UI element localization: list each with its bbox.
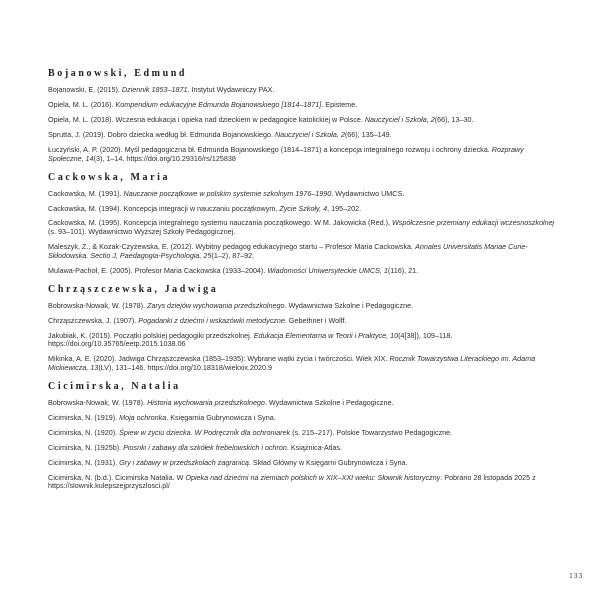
reference-title-italic: Historia wychowania przedszkolnego xyxy=(147,397,265,407)
reference-entry xyxy=(48,429,558,438)
reference-entry xyxy=(48,459,558,468)
reference-text: . Gebethner i Wolff. xyxy=(284,315,347,325)
reference-text: (116), 21. xyxy=(387,265,419,275)
reference-title-italic: Gry i zabawy w przedszkolach zagranicą xyxy=(119,457,249,467)
reference-text: . Skład Główny w Księgarni Gubrynowicza i Syna. xyxy=(248,457,408,467)
reference-entry xyxy=(48,243,558,260)
bibliography-section xyxy=(48,170,558,276)
reference-text: (3), 1–14. https://doi.org/10.29316/rs/125838 xyxy=(93,153,236,163)
reference-entry xyxy=(48,219,558,236)
reference-text: Jakubiak, K. (2015). Początki polskiej pedagogiki przedszkolnej. xyxy=(48,330,254,340)
reference-entry xyxy=(48,399,558,408)
section-heading: Bojanowski, Edmund xyxy=(48,68,188,79)
reference-text: . Książnica-Atlas. xyxy=(286,442,343,452)
reference-text: Cackowska, M. (1995). Koncepcja integralnego systemu nauczania początkowego. W M. Jakowicka (Red.), xyxy=(48,218,392,228)
reference-text: . Księgarnia Gubrynowicza i Syna. xyxy=(166,412,276,422)
reference-title-italic: Kompendium edukacyjne Edmunda Bojanowskiego [1814–1871] xyxy=(115,99,322,109)
bibliography-sections xyxy=(48,66,558,491)
reference-text: Mulawa-Pachoł, E. (2005). Profesor Maria Cackowska (1933–2004). xyxy=(48,265,268,275)
reference-title-italic: Edukacja Elementarna w Teorii i Praktyce, 10 xyxy=(253,330,399,340)
section-heading: Cicimirska, Natalia xyxy=(48,380,181,392)
reference-text: Bobrowska-Nowak, W. (1978). xyxy=(48,397,148,407)
reference-text: (66), 13–30. xyxy=(434,114,474,124)
reference-title-italic: Zarys dziejów wychowania przedszkolnego xyxy=(147,300,285,310)
reference-entry xyxy=(48,146,558,163)
reference-entry xyxy=(48,101,558,110)
reference-text: Cicimirska, N. (1925b). xyxy=(48,442,124,452)
bibliography-section xyxy=(48,379,558,491)
reference-entry xyxy=(48,355,558,372)
reference-title-italic: Annales Universitatis Mariae Curie-Skłodowska. Sectio J, Paedagogia-Psychologia, 25 xyxy=(48,242,528,260)
reference-title-italic: Rocznik Towarzystwa Literackiego im. Adama Mickiewicza, 13 xyxy=(48,354,536,372)
reference-text: (LV), 131–146. https://doi.org/10.18318/wiekxix.2020.9 xyxy=(98,362,273,372)
section-heading: Cackowska, Maria xyxy=(48,171,171,183)
reference-text: Bobrowska-Nowak, W. (1978). xyxy=(48,300,148,310)
reference-text: Cackowska, M. (1991). xyxy=(48,188,124,198)
reference-text: Sprutta, J. (2019). Dobro dziecka według bł. Edmunda Bojanowskiego. xyxy=(48,129,275,139)
reference-text: Opiela, M. L. (2016). xyxy=(48,99,116,109)
reference-title-italic: Pogadanki z dziećmi i wskazówki metodyczne xyxy=(138,315,285,325)
reference-title-italic: Śpiew w życiu dziecka. W Podręcznik dla ochroniarek xyxy=(119,427,291,437)
reference-text: . Episteme. xyxy=(321,99,358,109)
reference-entry xyxy=(48,267,558,276)
bibliography xyxy=(48,66,558,497)
reference-text: Chrząszczewska, J. (1907). xyxy=(48,315,139,325)
section-heading: Chrząszczewska, Jadwiga xyxy=(48,283,219,295)
reference-title-italic: Nauczyciel i Szkoła, 2 xyxy=(274,129,345,139)
reference-text: . Pobrano 28 listopada 2025 z https://slownik.kulepszejprzyszlosci.pl/ xyxy=(48,472,536,491)
reference-text: Mikinka, A. E. (2020). Jadwiga Chrząszczewska (1853–1935): Wybrane wątki życia i twórczości. Wiek XIX. xyxy=(48,354,390,364)
reference-entry xyxy=(48,205,558,214)
reference-title-italic: Wiadomości Uniwersyteckie UMCS, 1 xyxy=(267,265,388,275)
reference-title-italic: Moja ochronka xyxy=(119,412,167,422)
reference-text: (1–2), 87–92. xyxy=(211,250,255,260)
reference-title-italic: Życie Szkoły, 4 xyxy=(279,203,328,213)
reference-text: (66), 135–149. xyxy=(344,129,392,139)
reference-title-italic: Nauczanie początkowe w polskim systemie szkolnym 1976–1990 xyxy=(123,188,332,198)
reference-text: . Wydawnictwa Szkolne i Pedagogiczne. xyxy=(264,397,394,407)
reference-text: Bojanowski, E. (2015). xyxy=(48,85,122,94)
reference-entry xyxy=(48,414,558,423)
reference-text: (4[38]), 109–118. https://doi.org/10.35765/eetp.2015.1038.06 xyxy=(48,330,453,349)
reference-title-italic: Nauczyciel i Szkoła, 2 xyxy=(364,114,435,124)
reference-text: , 195–202. xyxy=(327,203,362,213)
reference-entry xyxy=(48,302,558,311)
reference-entry xyxy=(48,317,558,326)
reference-title-italic: Opieka nad dziećmi na ziemiach polskich w XIX–XXI wieku: Słownik historyczny xyxy=(185,472,441,482)
reference-entry xyxy=(48,86,558,95)
reference-text: . Wydawnictwa Szkolne i Pedagogiczne. xyxy=(284,300,414,310)
reference-text: (s. 93–101). Wydawnictwo Wyższej Szkoły Pedagogicznej. xyxy=(48,227,236,237)
reference-title-italic: Piosnki i zabawy dla szkółek frebelowskich i ochron xyxy=(123,442,287,452)
reference-text: Cicimirska, N. (1931). xyxy=(48,457,120,467)
reference-text: Cicimirska, N. (1920). xyxy=(48,427,120,437)
reference-title-italic: Współczesne przemiany edukacji wczesnoszkolnej xyxy=(391,218,555,228)
reference-entry xyxy=(48,131,558,140)
reference-text: . Wydawnictwo UMCS. xyxy=(331,188,405,198)
reference-entry xyxy=(48,116,558,125)
reference-text: Cicimirska, N. (b.d.). Cicimirska Natalia. W xyxy=(48,472,186,482)
reference-entry xyxy=(48,474,558,491)
reference-entry xyxy=(48,190,558,199)
reference-text: Opiela, M. L. (2018). Wczesna edukacja i opieka nad dzieckiem w pedagogice katolickiej w Polsce. xyxy=(48,114,365,124)
reference-title-italic: Rozprawy Społeczne, 14 xyxy=(48,144,524,163)
reference-text: Maleszyk, Z., & Kozak-Czyżewska, E. (2012). Wybitny pedagog edukacyjnego startu – Profesor Maria Cackowska. xyxy=(48,242,416,252)
reference-entry xyxy=(48,444,558,453)
reference-text: . Instytut Wydawniczy PAX. xyxy=(187,85,275,94)
page-number: 133 xyxy=(569,571,584,580)
reference-text: Cackowska, M. (1994). Koncepcja integracji w nauczaniu początkowym. xyxy=(48,203,280,213)
reference-text: (s. 215–217). Polskie Towarzystwo Pedagogiczne. xyxy=(290,427,453,437)
reference-text: Cicimirska, N. (1919). xyxy=(48,412,120,422)
reference-text: Łuczyński, A. P. (2020). Myśl pedagogiczna bł. Edmunda Bojanowskiego (1814–1871) a koncepcja integralnego rozwoju i ochrony dziecka. xyxy=(48,144,492,154)
reference-entry xyxy=(48,332,558,349)
bibliography-section xyxy=(48,66,558,163)
bibliography-section xyxy=(48,282,558,373)
reference-title-italic: Dziennik 1853–1871 xyxy=(121,85,188,94)
